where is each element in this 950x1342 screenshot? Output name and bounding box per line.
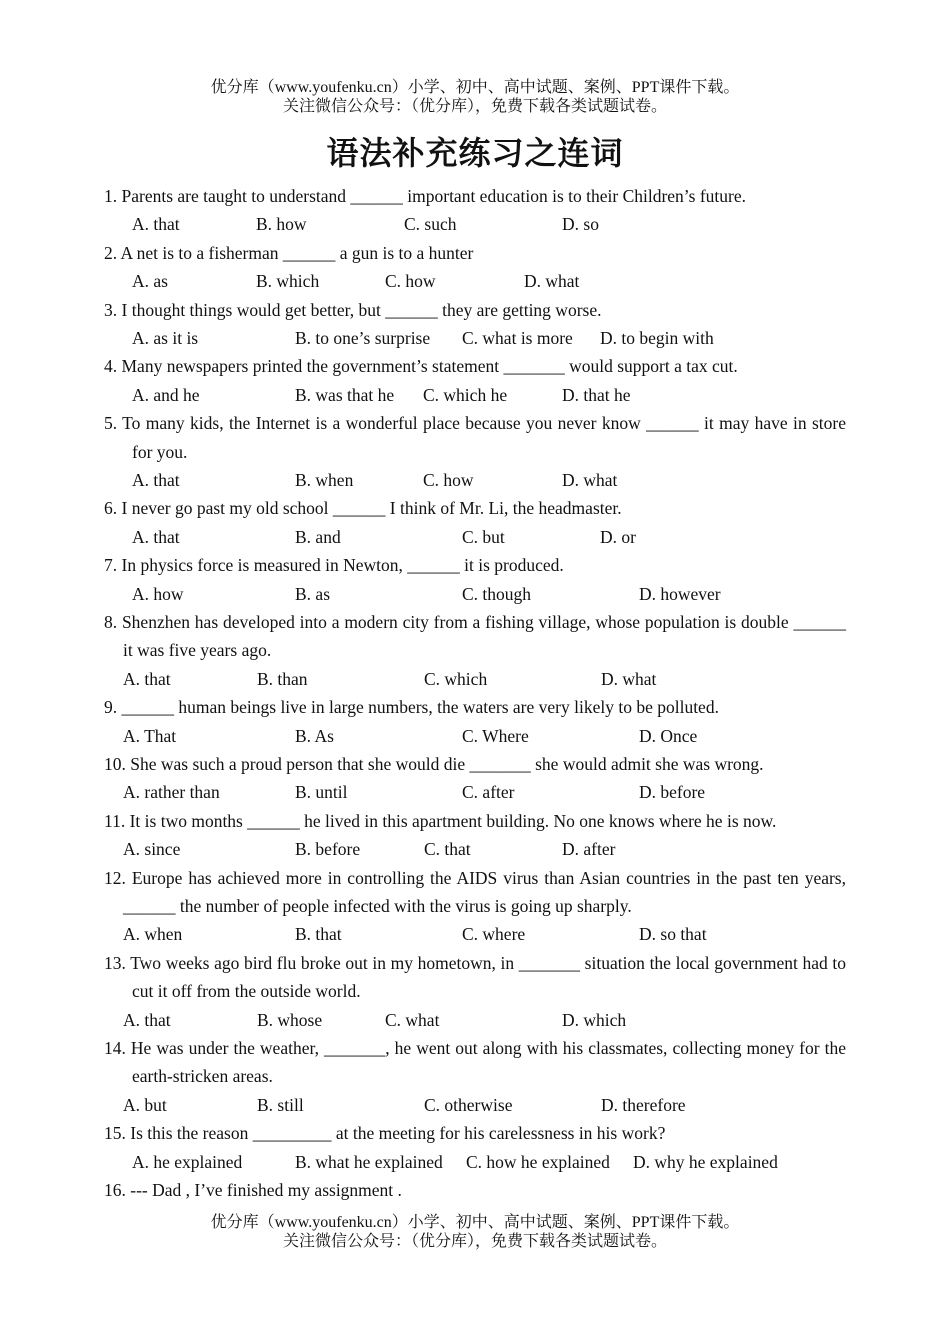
- question-10: [104, 750, 846, 807]
- question-stem: 16. --- Dad , I’ve finished my assignment .: [104, 1179, 402, 1200]
- option-c: C. which he: [423, 384, 508, 405]
- question-5: [104, 409, 846, 494]
- question-12: [104, 864, 846, 949]
- question-6: [104, 494, 846, 551]
- option-a: A. that: [132, 470, 180, 490]
- answer-options: [104, 210, 846, 238]
- answer-options: [104, 920, 846, 948]
- option-b: B. was that he: [295, 384, 395, 405]
- option-a: A. rather than: [123, 782, 220, 803]
- answer-options: [104, 466, 846, 494]
- option-b: B. and: [295, 526, 341, 547]
- option-b: B. still: [257, 1094, 304, 1115]
- option-d: D. that he: [562, 384, 631, 405]
- question-2: [104, 239, 846, 296]
- option-a: A. that: [132, 526, 180, 547]
- question-stem: 11. It is two months ______ he lived in this apartment building. No one knows where he is now.: [104, 810, 777, 831]
- question-stem: 14. He was under the weather, _______, he went out along with his classmates, collecting money for the earth-stricken areas.: [104, 1037, 846, 1087]
- answer-options: [104, 324, 846, 352]
- question-stem: 13. Two weeks ago bird flu broke out in my hometown, in _______ situation the local government had to cut it off from the outside world.: [104, 952, 846, 1002]
- option-a: A. he explained: [132, 1151, 243, 1172]
- option-b: B. how: [256, 214, 307, 235]
- option-c: C. otherwise: [424, 1094, 513, 1115]
- option-d: D. before: [639, 782, 706, 803]
- question-9: [104, 693, 846, 750]
- option-c: C. how: [423, 470, 474, 490]
- option-c: C. Where: [462, 725, 529, 746]
- answer-options: [104, 580, 846, 608]
- page-footer: [0, 1213, 950, 1251]
- option-a: A. and he: [132, 384, 200, 405]
- question-8: [104, 608, 846, 693]
- question-4: [104, 352, 846, 409]
- option-d: D. what: [601, 668, 657, 689]
- option-b: B. that: [295, 924, 342, 945]
- footer-line-2: 关注微信公众号：（优分库），免费下载各类试题试卷。: [282, 1233, 667, 1250]
- option-b: B. whose: [257, 1009, 323, 1030]
- option-b: B. As: [295, 725, 334, 746]
- option-d: D. why he explained: [633, 1151, 778, 1172]
- question-stem: 8. Shenzhen has developed into a modern city from a fishing village, whose population is double ______ it was five years ago.: [104, 611, 846, 661]
- answer-options: [104, 1006, 846, 1034]
- option-c: C. that: [424, 839, 471, 860]
- option-d: D. what: [562, 470, 618, 490]
- option-b: B. when: [295, 470, 354, 490]
- page-header: [0, 78, 950, 116]
- option-a: A. that: [123, 1009, 171, 1030]
- question-stem: 9. ______ human beings live in large numbers, the waters are very likely to be polluted.: [104, 697, 719, 718]
- answer-options: [104, 778, 846, 806]
- question-7: [104, 551, 846, 608]
- question-1: [104, 182, 846, 239]
- answer-options: [104, 523, 846, 551]
- question-14: [104, 1034, 846, 1119]
- option-c: C. though: [462, 583, 532, 604]
- answer-options: [104, 665, 846, 693]
- option-c: C. how: [385, 271, 436, 292]
- question-stem: 10. She was such a proud person that she would die _______ she would admit she was wrong.: [104, 753, 764, 774]
- option-c: C. what: [385, 1009, 440, 1030]
- option-d: D. however: [639, 583, 721, 604]
- question-stem: 1. Parents are taught to understand ______ important education is to their Children’s future.: [104, 186, 747, 206]
- option-d: D. so: [562, 214, 599, 235]
- option-a: A. since: [123, 839, 181, 860]
- answer-options: [104, 1148, 846, 1176]
- option-d: D. to begin with: [600, 328, 714, 348]
- question-stem: 6. I never go past my old school ______ I think of Mr. Li, the headmaster.: [104, 498, 622, 519]
- page-title: 语法补充练习之连词: [326, 134, 624, 172]
- header-line-2: 关注微信公众号：（优分库），免费下载各类试题试卷。: [282, 98, 667, 115]
- header-line-1: 优分库（www.youfenku.cn）小学、初中、高中试题、案例、PPT课件下载。: [210, 79, 740, 96]
- footer-line-1: 优分库（www.youfenku.cn）小学、初中、高中试题、案例、PPT课件下载。: [210, 1214, 740, 1231]
- option-b: B. before: [295, 839, 361, 860]
- option-a: A. that: [123, 668, 171, 689]
- option-a: A. how: [132, 583, 184, 604]
- answer-options: [104, 381, 846, 409]
- question-stem: 12. Europe has achieved more in controlling the AIDS virus than Asian countries in the past ten years, ______ the number of people infected with the virus is going up sharply.: [104, 867, 846, 916]
- answer-options: [104, 722, 846, 750]
- question-stem: 2. A net is to a fisherman ______ a gun is to a hunter: [104, 242, 474, 263]
- question-list: [104, 182, 846, 1204]
- option-b: B. until: [295, 782, 348, 803]
- question-stem: 3. I thought things would get better, but ______ they are getting worse.: [104, 299, 602, 320]
- option-d: D. after: [562, 839, 616, 860]
- question-stem: 7. In physics force is measured in Newton, ______ it is produced.: [104, 555, 564, 576]
- question-16: [104, 1176, 846, 1204]
- question-3: [104, 296, 846, 353]
- option-a: A. but: [123, 1094, 167, 1115]
- answer-options: [104, 267, 846, 295]
- option-d: D. which: [562, 1009, 627, 1030]
- option-a: A. when: [123, 924, 183, 945]
- option-c: C. but: [462, 526, 505, 547]
- option-c: C. after: [462, 782, 515, 803]
- question-stem: 4. Many newspapers printed the government’s statement _______ would support a tax cut.: [104, 356, 738, 377]
- option-d: D. or: [600, 526, 636, 547]
- question-13: [104, 949, 846, 1034]
- option-c: C. where: [462, 924, 526, 945]
- option-c: C. which: [424, 668, 488, 689]
- option-b: B. to one’s surprise: [295, 328, 431, 348]
- option-a: A. that: [132, 214, 180, 235]
- option-b: B. what he explained: [295, 1151, 443, 1172]
- question-stem: 15. Is this the reason _________ at the meeting for his carelessness in his work?: [104, 1123, 666, 1144]
- option-d: D. Once: [639, 725, 698, 746]
- option-a: A. That: [123, 725, 177, 746]
- option-d: D. therefore: [601, 1094, 686, 1115]
- question-stem: 5. To many kids, the Internet is a wonderful place because you never know ______ it may have in store for you.: [104, 413, 846, 462]
- option-c: C. how he explained: [466, 1151, 610, 1172]
- option-c: C. such: [404, 214, 457, 235]
- question-11: [104, 807, 846, 864]
- option-a: A. as: [132, 271, 168, 292]
- option-d: D. so that: [639, 924, 707, 945]
- option-b: B. as: [295, 583, 330, 604]
- answer-options: [104, 1091, 846, 1119]
- question-15: [104, 1119, 846, 1176]
- answer-options: [104, 835, 846, 863]
- option-b: B. than: [257, 668, 308, 689]
- option-b: B. which: [256, 271, 320, 292]
- option-a: A. as it is: [132, 328, 199, 348]
- option-d: D. what: [524, 271, 580, 292]
- option-c: C. what is more: [462, 328, 573, 348]
